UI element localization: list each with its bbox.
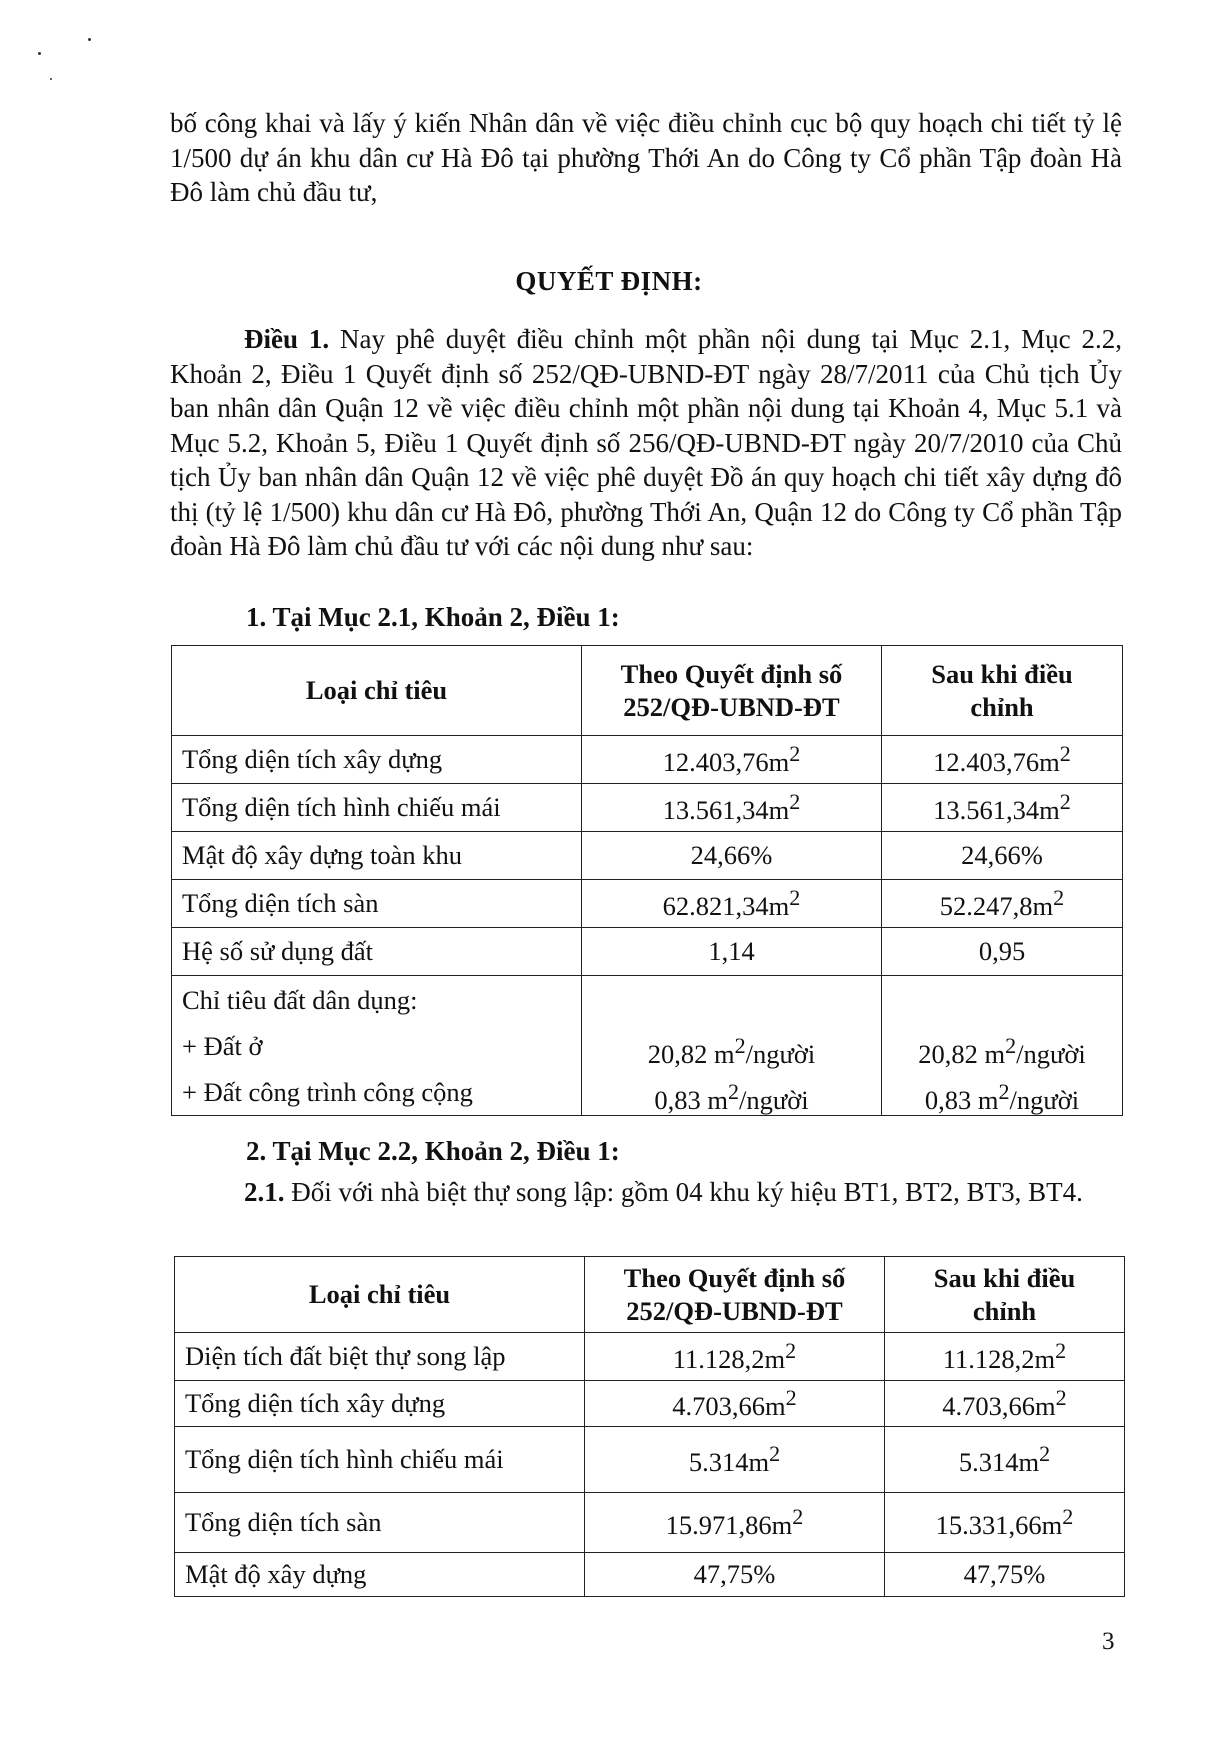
row-label: Tổng diện tích hình chiếu mái <box>172 784 582 832</box>
public-after: 0,83 $m^2$/người <box>924 1078 1080 1115</box>
table-row <box>175 1427 1125 1493</box>
row-before: $12.403,76m^2$ <box>582 736 882 784</box>
row-after: 24,66% <box>882 832 1123 880</box>
row-label: Diện tích đất biệt thự song lập <box>175 1333 585 1381</box>
table-2 <box>174 1256 1125 1597</box>
table-2-header-row <box>175 1257 1125 1333</box>
section-2-1-paragraph <box>170 1175 1122 1210</box>
row-before: $62.821,34m^2$ <box>582 880 882 928</box>
row-label: Tổng diện tích xây dựng <box>172 736 582 784</box>
row-after: $4.703,66m^2$ <box>885 1381 1125 1427</box>
row-before: $4.703,66m^2$ <box>585 1381 885 1427</box>
public-before: 0,83 $m^2$/người <box>654 1078 809 1115</box>
row-after: 0,95 <box>882 928 1123 976</box>
public-land-label: + Đất công trình công cộng <box>182 1076 473 1107</box>
table-row <box>175 1333 1125 1381</box>
row-label: Hệ số sử dụng đất <box>172 928 582 976</box>
article-1-lead: Điều 1. <box>244 324 330 354</box>
decision-heading: QUYẾT ĐỊNH: <box>515 266 703 296</box>
table-1-header-criteria: Loại chỉ tiêu <box>172 646 582 736</box>
table-row <box>172 736 1123 784</box>
section-2-1-text: Đối với nhà biệt thự song lập: gồm 04 khu ký hiệu BT1, BT2, BT3, BT4. <box>284 1177 1083 1207</box>
residential-before: 20,82 $m^2$/người <box>647 1032 816 1069</box>
table-row <box>172 784 1123 832</box>
row-after: $15.331,66m^2$ <box>885 1493 1125 1553</box>
intro-paragraph <box>170 106 1122 210</box>
row-after: $11.128,2m^2$ <box>885 1333 1125 1381</box>
article-1-text: Nay phê duyệt điều chỉnh một phần nội dung tại Mục 2.1, Mục 2.2, Khoản 2, Điều 1 Quyết định số 252/QĐ-UBND-ĐT ngày 28/7/2011 của Chủ tịch Ủy ban nhân dân Quận 12 về việc điều chỉnh một phần nội dung tại Khoản 4, Mục 5.1 và Mục 5.2, Khoản 5, Điều 1 Quyết định số 256/QĐ-UBND-ĐT ngày 20/7/2010 của Chủ tịch Ủy ban nhân dân Quận 12 về việc phê duyệt Đồ án quy hoạch chi tiết xây dựng đô thị (tỷ lệ 1/500) khu dân cư Hà Đô, phường Thới An, Quận 12 do Công ty Cổ phần Tập đoàn Hà Đô làm chủ đầu tư với các nội dung như sau: <box>170 324 1122 561</box>
row-label: Tổng diện tích hình chiếu mái <box>175 1427 585 1493</box>
civil-land-before <box>582 976 882 1116</box>
table-1 <box>171 645 1123 1116</box>
section-1-heading: 1. Tại Mục 2.1, Khoản 2, Điều 1: <box>246 602 620 632</box>
table-2-header-criteria: Loại chỉ tiêu <box>175 1257 585 1333</box>
row-before: 1,14 <box>582 928 882 976</box>
civil-land-labels <box>172 976 582 1116</box>
row-label: Mật độ xây dựng <box>175 1553 585 1597</box>
intro-text: bố công khai và lấy ý kiến Nhân dân về việc điều chỉnh cục bộ quy hoạch chi tiết tỷ lệ 1/500 dự án khu dân cư Hà Đô tại phường Thới An do Công ty Cổ phần Tập đoàn Hà Đô làm chủ đầu tư, <box>170 108 1122 207</box>
row-after: $5.314m^2$ <box>885 1427 1125 1493</box>
table-row <box>175 1381 1125 1427</box>
row-before: $11.128,2m^2$ <box>585 1333 885 1381</box>
table-row <box>172 880 1123 928</box>
civil-land-label: Chỉ tiêu đất dân dụng: <box>182 984 418 1015</box>
residential-land-label: + Đất ở <box>182 1030 263 1061</box>
row-after: 47,75% <box>885 1553 1125 1597</box>
row-label: Mật độ xây dựng toàn khu <box>172 832 582 880</box>
article-1-paragraph <box>170 322 1122 564</box>
row-after: $12.403,76m^2$ <box>882 736 1123 784</box>
row-label: Tổng diện tích xây dựng <box>175 1381 585 1427</box>
row-label: Tổng diện tích sàn <box>172 880 582 928</box>
row-after: $13.561,34m^2$ <box>882 784 1123 832</box>
table-row <box>172 832 1123 880</box>
civil-land-after <box>882 976 1123 1116</box>
section-2-1-lead: 2.1. <box>244 1177 285 1207</box>
table-row <box>175 1493 1125 1553</box>
row-before: $13.561,34m^2$ <box>582 784 882 832</box>
table-row-civil-land <box>172 976 1123 1116</box>
table-1-header-before: Theo Quyết định số 252/QĐ-UBND-ĐT <box>582 646 882 736</box>
table-1-header-row <box>172 646 1123 736</box>
residential-after: 20,82 $m^2$/người <box>918 1032 1086 1069</box>
table-2-header-before: Theo Quyết định số 252/QĐ-UBND-ĐT <box>585 1257 885 1333</box>
row-label: Tổng diện tích sàn <box>175 1493 585 1553</box>
table-2-header-after: Sau khi điều chỉnh <box>885 1257 1125 1333</box>
table-row <box>175 1553 1125 1597</box>
row-before: 47,75% <box>585 1553 885 1597</box>
section-2-heading: 2. Tại Mục 2.2, Khoản 2, Điều 1: <box>246 1136 620 1166</box>
table-1-header-after: Sau khi điều chỉnh <box>882 646 1123 736</box>
row-before: 24,66% <box>582 832 882 880</box>
row-before: $5.314m^2$ <box>585 1427 885 1493</box>
row-after: $52.247,8m^2$ <box>882 880 1123 928</box>
table-row <box>172 928 1123 976</box>
row-before: $15.971,86m^2$ <box>585 1493 885 1553</box>
page-number: 3 <box>1102 1628 1115 1655</box>
